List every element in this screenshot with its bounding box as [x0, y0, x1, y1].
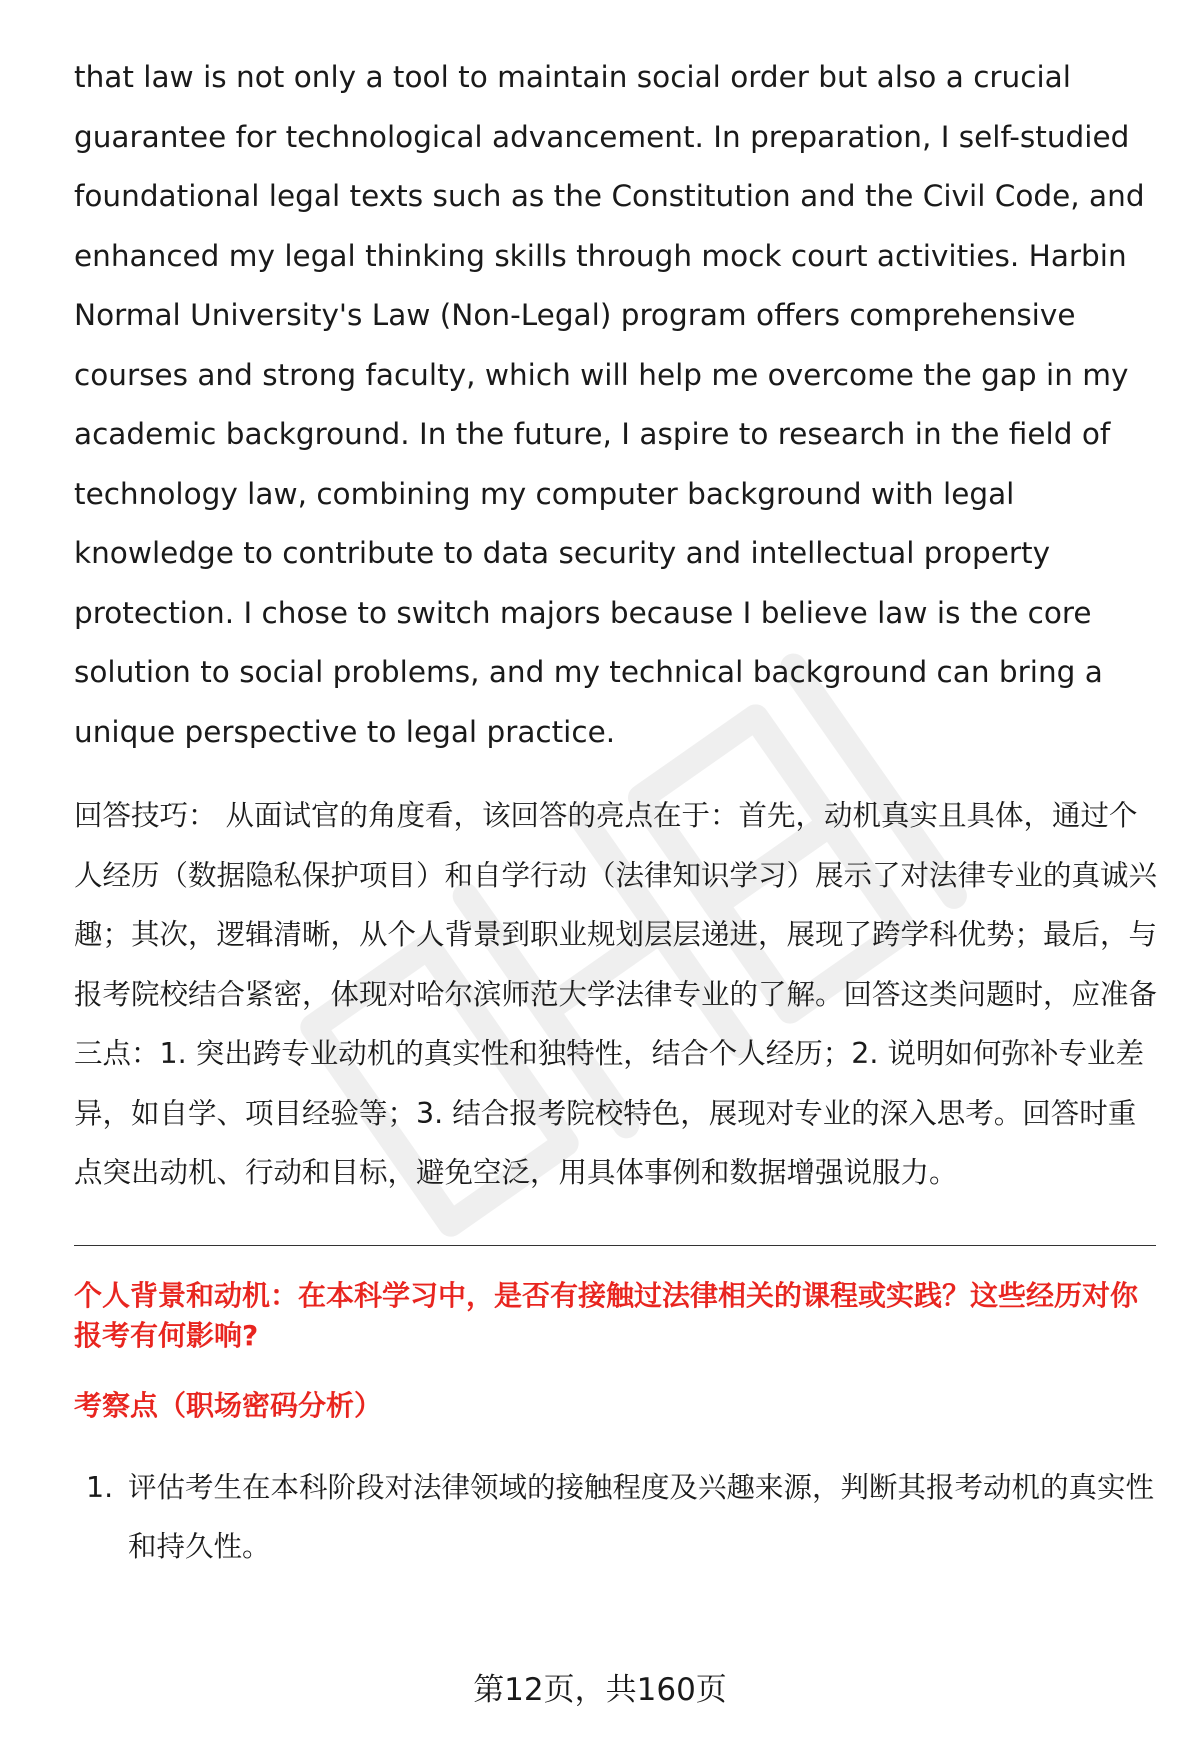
answer-tips-paragraph: 回答技巧： 从面试官的角度看，该回答的亮点在于：首先，动机真实且具体，通过个人经历（数据隐私保护项目）和自学行动（法律知识学习）展示了对法律专业的真诚兴趣；其次，逻辑清晰，从个人背景到职业规划层层递进，展现了跨学科优势；最后，与报考院校结合紧密，体现对哈尔滨师范大学法律专业的了解。回答这类问题时，应准备三点：1. 突出跨专业动机的真实性和独特性，结合个人经历；2. 说明如何弥补专业差异，如自学、项目经验等；3. 结合报考院校特色，展现对专业的深入思考。回答时重点突出动机、行动和目标，避免空泛，用具体事例和数据增强说服力。	[74, 799, 1158, 1189]
list-item-number: 1.	[86, 1470, 114, 1504]
section-divider	[74, 1245, 1156, 1246]
exam-points-heading: 考察点（职场密码分析）	[74, 1388, 383, 1422]
list-item	[74, 1458, 1159, 1577]
document-page	[74, 48, 1159, 1577]
list-item-text: 评估考生在本科阶段对法律领域的接触程度及兴趣来源，判断其报考动机的真实性和持久性。	[128, 1470, 1155, 1563]
question-heading: 个人背景和动机：在本科学习中，是否有接触过法律相关的课程或实践？这些经历对你报考有何影响?	[74, 1278, 1139, 1352]
exam-points-list	[74, 1458, 1159, 1577]
english-answer-paragraph: that law is not only a tool to maintain social order but also a crucial guarantee for technological advancement. In preparation, I self-studied foundational legal texts such as the Constitution and the Civil Code, and enhanced my legal thinking skills through mock court activities. Harbin Normal University's Law (Non-Legal) program offers comprehensive courses and strong faculty, which will help me overcome the gap in my academic background. In the future, I aspire to research in the field of technology law, combining my computer background with legal knowledge to contribute to data security and intellectual property protection. I chose to switch majors because I believe law is the core solution to social problems, and my technical background can bring a unique perspective to legal practice.	[74, 60, 1145, 749]
page-number-footer: 第12页，共160页	[473, 1672, 727, 1708]
